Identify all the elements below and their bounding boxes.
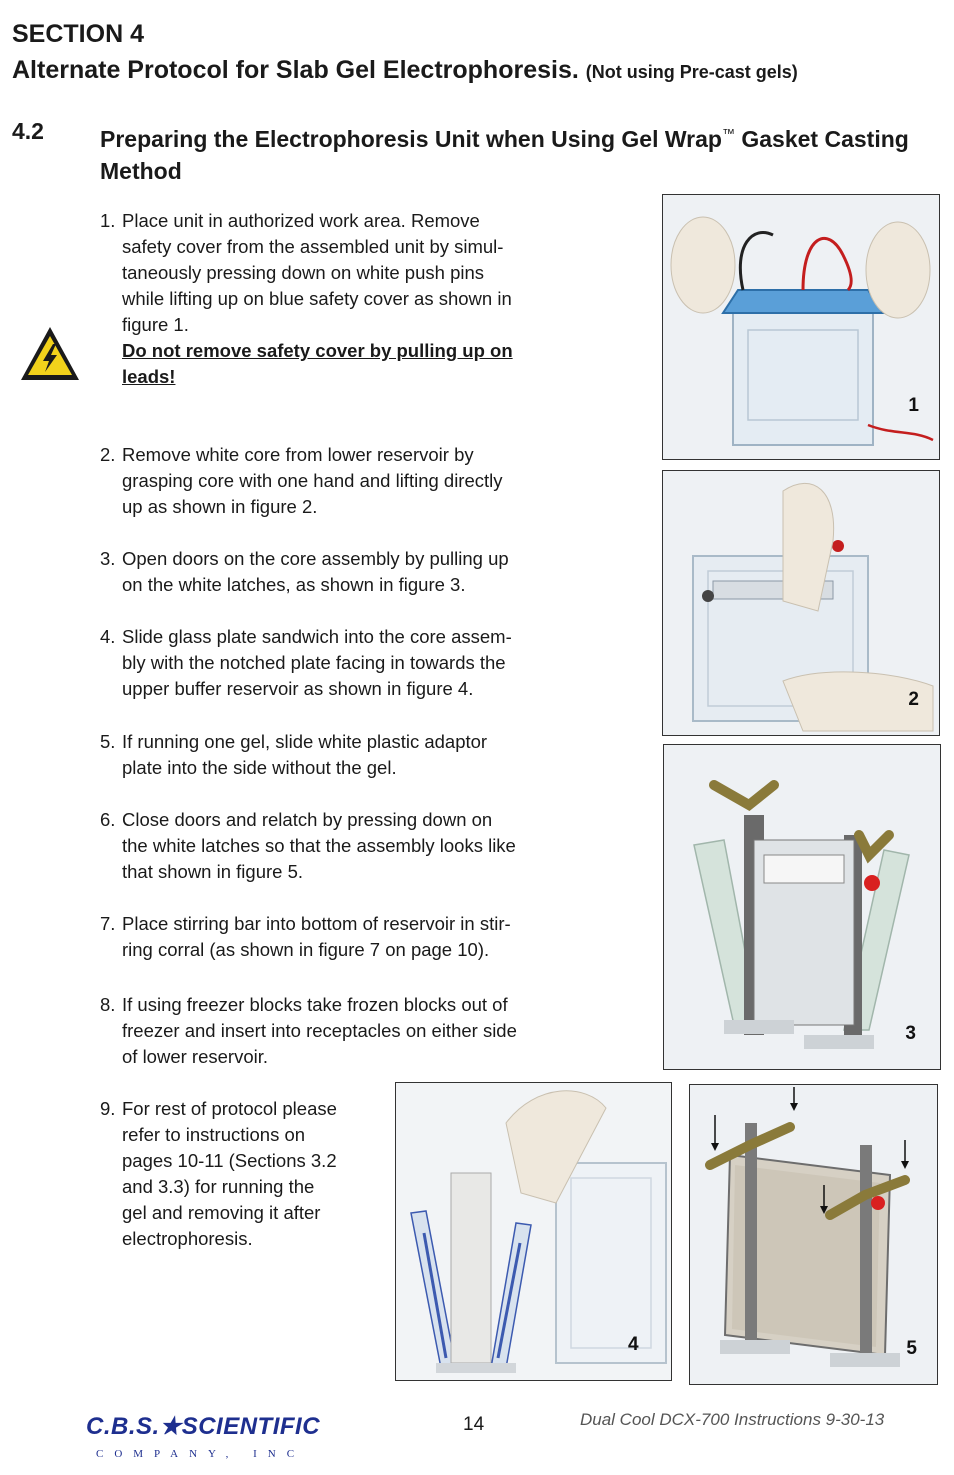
- step-line: Close doors and relatch by pressing down on: [122, 809, 493, 830]
- step-number: 9.: [100, 1098, 116, 1119]
- electrophoresis-unit-illustration: [663, 195, 939, 459]
- figure-3: [663, 744, 941, 1070]
- figure-label: 2: [908, 689, 919, 710]
- company-logo-subtitle: COMPANY, INC: [96, 1448, 306, 1460]
- step-number: 1.: [100, 210, 116, 231]
- step-line: Place unit in authorized work area. Remove: [122, 210, 480, 231]
- title-text: Alternate Protocol for Slab Gel Electrophoresis.: [12, 56, 579, 84]
- step-number: 3.: [100, 548, 116, 569]
- step-line: For rest of protocol please: [122, 1098, 337, 1119]
- step-line: while lifting up on blue safety cover as shown in: [122, 288, 512, 309]
- step-line: figure 1.: [122, 314, 189, 335]
- step-number: 7.: [100, 913, 116, 934]
- step-number: 5.: [100, 731, 116, 752]
- figure-label: 3: [905, 1023, 916, 1044]
- step-line: pages 10-11 (Sections 3.2: [122, 1150, 337, 1171]
- figure-4: [395, 1082, 672, 1381]
- step-line: grasping core with one hand and lifting directly: [122, 470, 503, 491]
- figure-2: [662, 470, 940, 736]
- section-heading: SECTION 4: [12, 20, 144, 48]
- core-assembly-open-illustration: [664, 745, 940, 1069]
- step-line: If using freezer blocks take frozen blocks out of: [122, 994, 508, 1015]
- trademark-mark: ™: [721, 126, 735, 141]
- step-line: the white latches so that the assembly looks like: [122, 835, 516, 856]
- figure-1: [662, 194, 940, 460]
- figure-5: [689, 1084, 938, 1385]
- title-note: (Not using Pre-cast gels): [585, 62, 798, 82]
- step-line: Remove white core from lower reservoir by: [122, 444, 474, 465]
- figure-label: 5: [906, 1338, 917, 1359]
- subsection-number: 4.2: [12, 118, 44, 144]
- step-line: If running one gel, slide white plastic adaptor: [122, 731, 488, 752]
- step-line: ring corral (as shown in figure 7 on page 10).: [122, 939, 490, 960]
- company-logo: C.B.S.★SCIENTIFIC: [86, 1413, 321, 1440]
- figure-label: 4: [628, 1334, 639, 1355]
- step-line: up as shown in figure 2.: [122, 496, 318, 517]
- step-line: bly with the notched plate facing in towards the: [122, 652, 506, 673]
- core-removal-illustration: [663, 471, 939, 735]
- step-line: plate into the side without the gel.: [122, 757, 397, 778]
- step-line: on the white latches, as shown in figure 3.: [122, 574, 466, 595]
- page-number: 14: [463, 1414, 485, 1435]
- step-number: 6.: [100, 809, 116, 830]
- document-footer-note: Dual Cool DCX-700 Instructions 9-30-13: [580, 1410, 885, 1429]
- warning-text: leads!: [122, 366, 176, 387]
- step-line: safety cover from the assembled unit by simul-: [122, 236, 504, 257]
- page-title: [12, 56, 798, 85]
- subsection-title-end: Gasket Casting Method: [100, 126, 909, 184]
- assembled-core-illustration: [690, 1085, 937, 1384]
- step-line: refer to instructions on: [122, 1124, 306, 1145]
- step-line: freezer and insert into receptacles on either side: [122, 1020, 517, 1041]
- subsection-title-text: Preparing the Electrophoresis Unit when Using Gel Wrap: [100, 126, 722, 152]
- subsection-title: [100, 118, 940, 187]
- step-line: Place stirring bar into bottom of reservoir in stir-: [122, 913, 511, 934]
- step-line: electrophoresis.: [122, 1228, 253, 1249]
- step-line: taneously pressing down on white push pins: [122, 262, 485, 283]
- electrical-hazard-icon: [18, 324, 82, 384]
- step-line: Open doors on the core assembly by pulling up: [122, 548, 509, 569]
- figure-label: 1: [908, 395, 919, 416]
- warning-text: Do not remove safety cover by pulling up on: [122, 340, 513, 361]
- step-line: and 3.3) for running the: [122, 1176, 315, 1197]
- step-line: that shown in figure 5.: [122, 861, 303, 882]
- step-line: of lower reservoir.: [122, 1046, 268, 1067]
- step-number: 2.: [100, 444, 116, 465]
- step-number: 8.: [100, 994, 116, 1015]
- step-line: Slide glass plate sandwich into the core assem-: [122, 626, 512, 647]
- step-line: gel and removing it after: [122, 1202, 321, 1223]
- step-line: upper buffer reservoir as shown in figure 4.: [122, 678, 474, 699]
- step-number: 4.: [100, 626, 116, 647]
